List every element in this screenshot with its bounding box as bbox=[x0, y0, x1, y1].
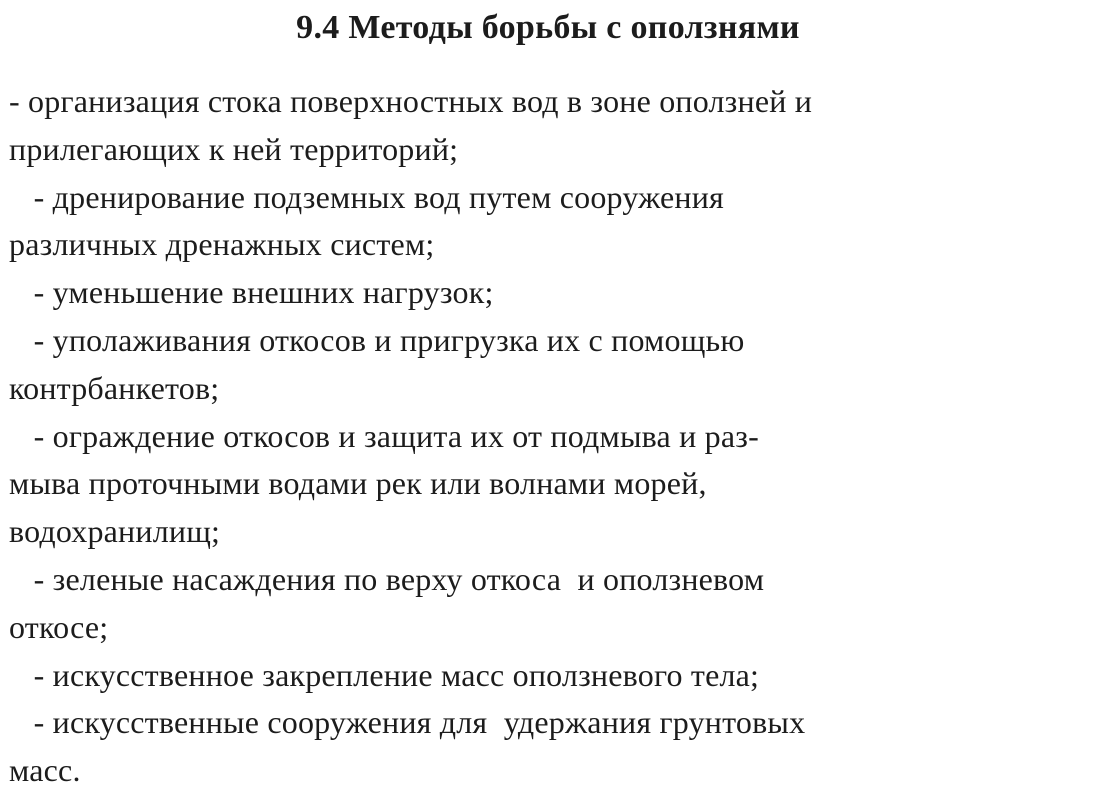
text-line: - искусственное закрепление масс оползневого тела; bbox=[9, 656, 760, 693]
text-line: - искусственные сооружения для удержания грунтовых bbox=[9, 704, 806, 741]
text-line: прилегающих к ней территорий; bbox=[9, 130, 459, 167]
text-line: - дренирование подземных вод путем сооружения bbox=[9, 178, 724, 215]
text-line: - зеленые насаждения по верху откоса и оползневом bbox=[9, 560, 765, 597]
page-title: 9.4 Методы борьбы с оползнями bbox=[296, 9, 800, 46]
text-line: - организация стока поверхностных вод в зоне оползней и bbox=[9, 83, 813, 119]
text-line: - уполаживания откосов и пригрузка их с помощью bbox=[9, 321, 745, 358]
text-line: мыва проточными водами рек или волнами морей, bbox=[9, 465, 707, 502]
text-line: контрбанкетов; bbox=[9, 369, 220, 406]
text-line: водохранилищ; bbox=[9, 513, 221, 550]
text-line: масс. bbox=[9, 752, 81, 789]
text-line: - ограждение откосов и защита их от подмыва и раз- bbox=[9, 417, 759, 454]
text-line: различных дренажных систем; bbox=[9, 226, 435, 263]
text-line: - уменьшение внешних нагрузок; bbox=[9, 274, 494, 311]
text-line: откосе; bbox=[9, 608, 109, 645]
methods-text bbox=[9, 78, 1021, 795]
